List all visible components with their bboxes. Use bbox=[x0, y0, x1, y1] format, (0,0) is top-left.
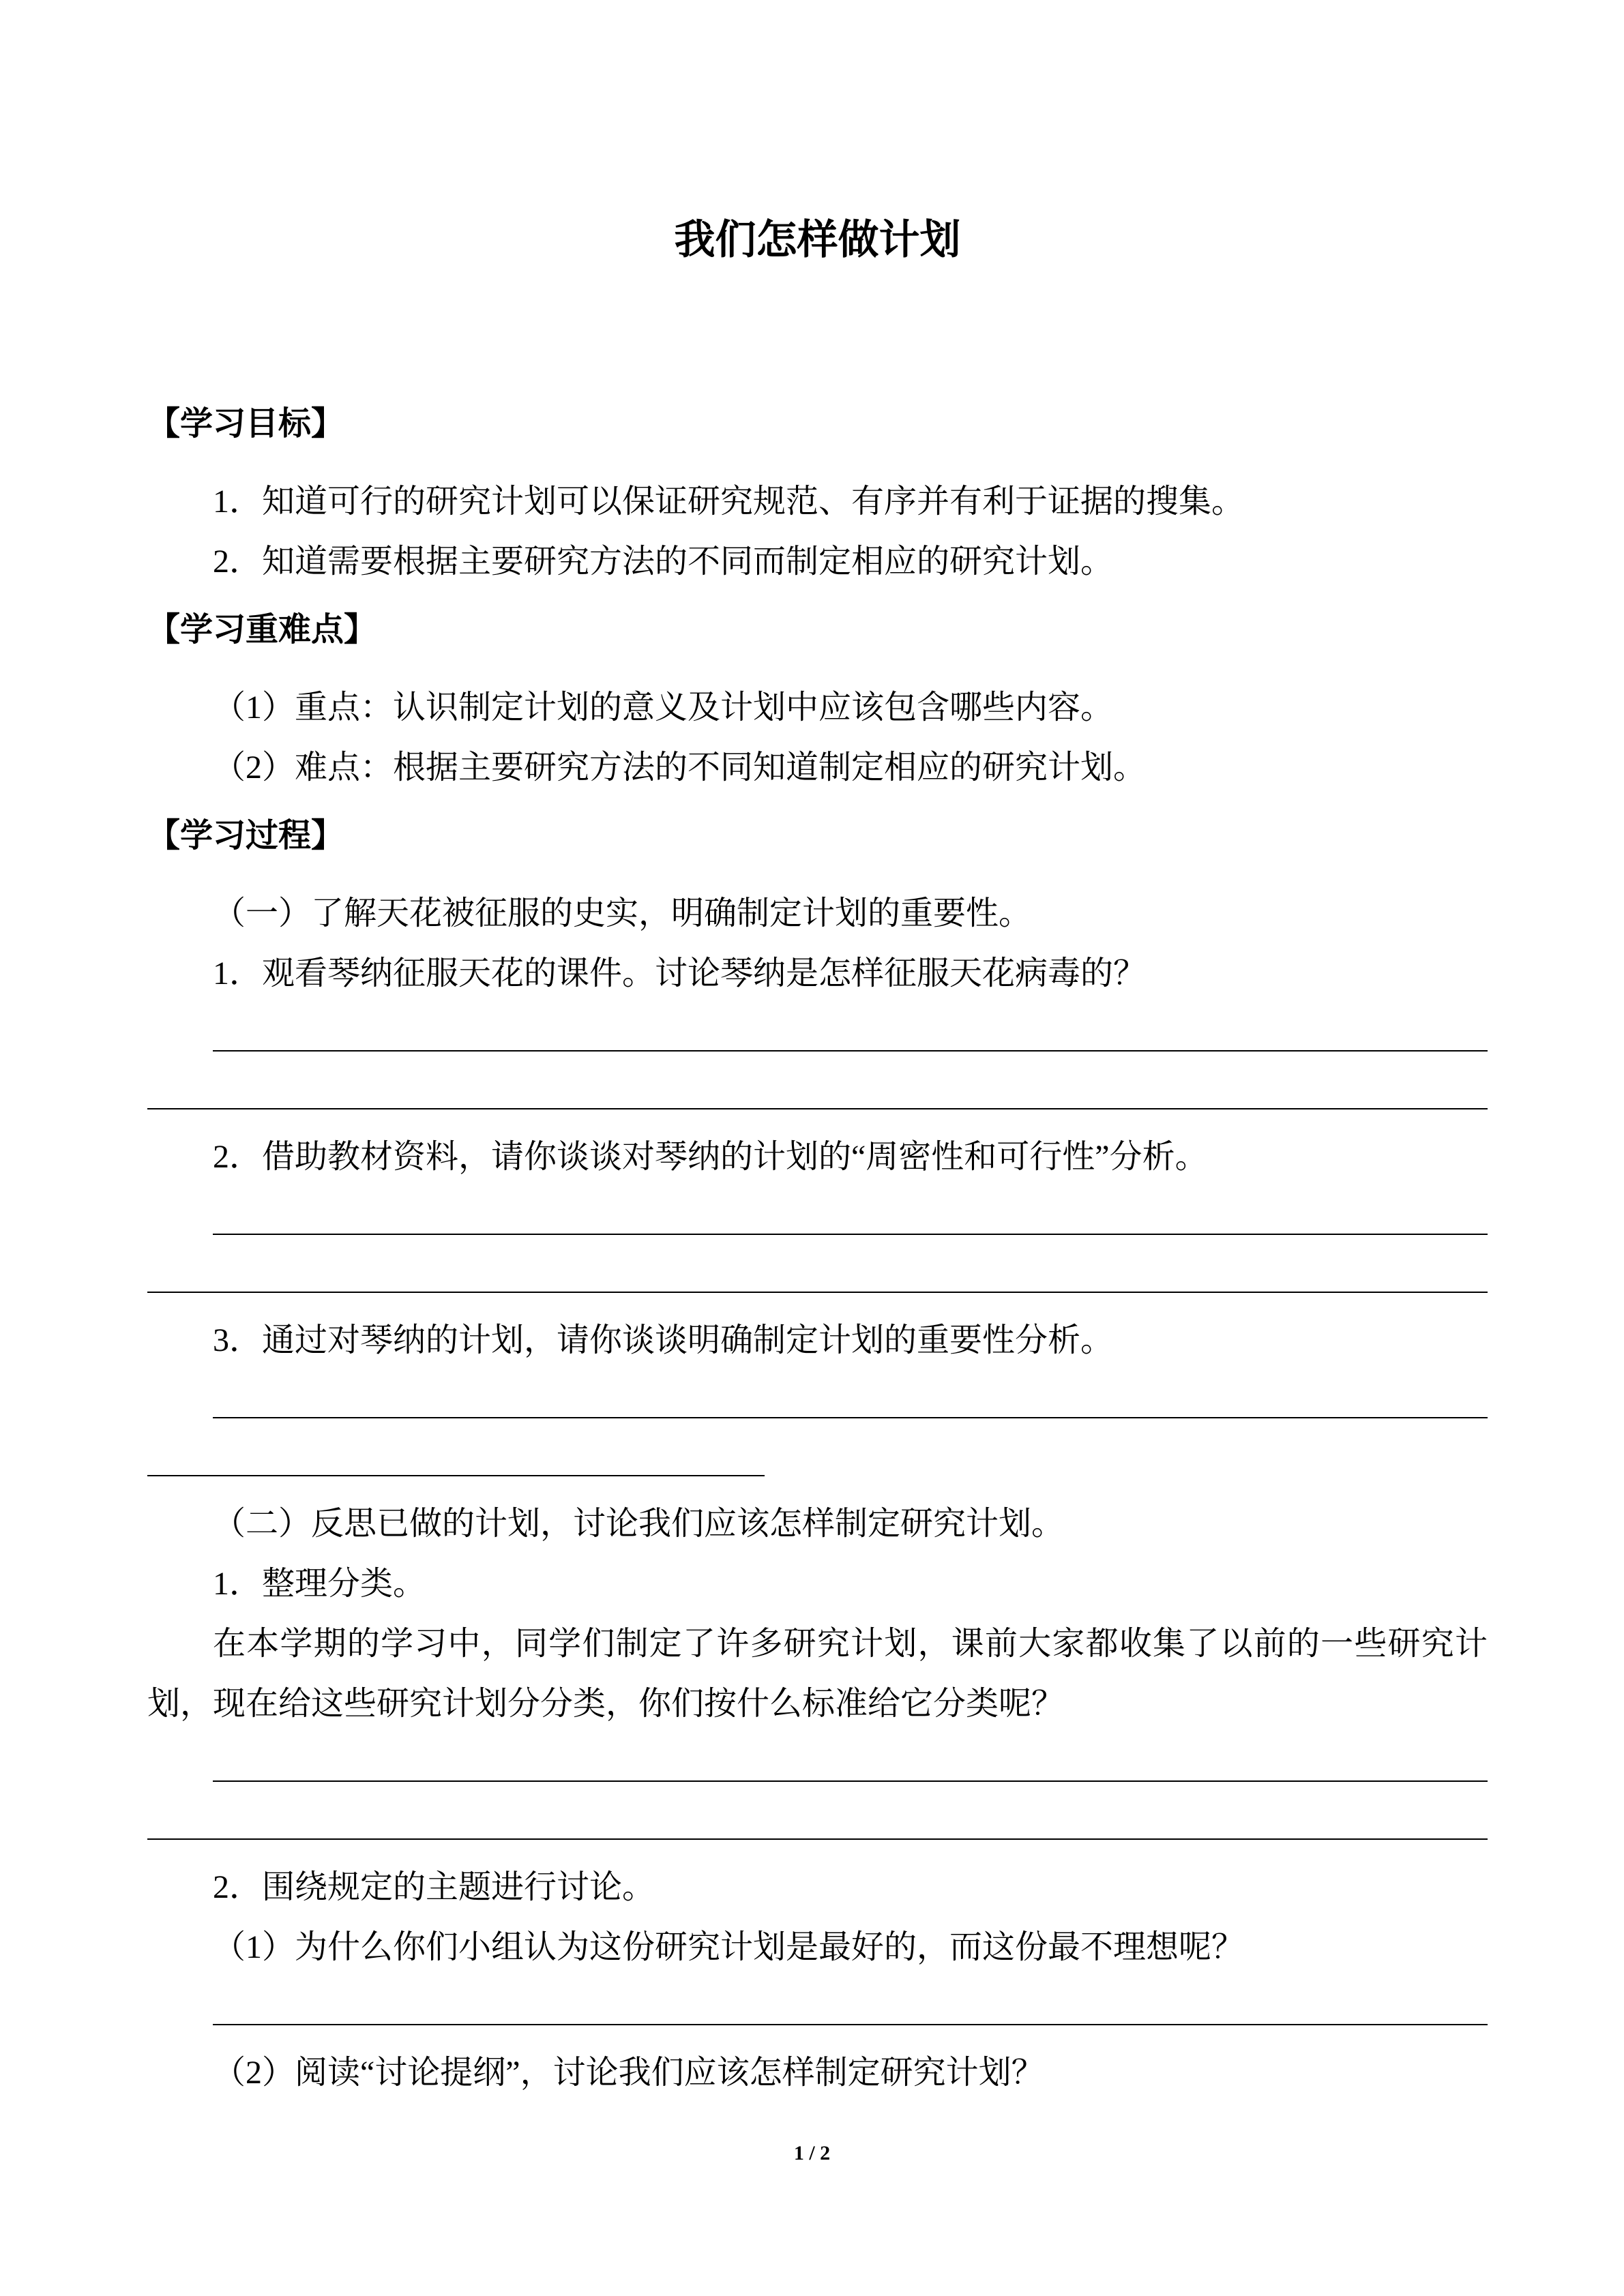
answer-blank-line-short bbox=[147, 1418, 765, 1476]
part1-question-2: 2．借助教材资料，请你谈谈对琴纳的计划的“周密性和可行性”分析。 bbox=[213, 1139, 1208, 1175]
answer-blank-line bbox=[213, 1004, 1488, 1052]
section-heading-key-points: 【学习重难点】 bbox=[147, 612, 377, 648]
answer-blank-line bbox=[213, 1734, 1488, 1782]
objective-item: 2．知道需要根据主要研究方法的不同而制定相应的研究计划。 bbox=[213, 543, 1114, 580]
page-number: 1 / 2 bbox=[793, 2142, 831, 2164]
part2-step1-title: 1．整理分类。 bbox=[213, 1566, 426, 1602]
doc-title: 我们怎样做计划 bbox=[674, 218, 961, 263]
key-point-item: （2）难点：根据主要研究方法的不同知道制定相应的研究计划。 bbox=[213, 749, 1147, 786]
part1-question-1: 1．观看琴纳征服天花的课件。讨论琴纳是怎样征服天花病毒的？ bbox=[213, 955, 1147, 992]
answer-blank-line bbox=[213, 1371, 1488, 1418]
part2-intro: （二）反思已做的计划，讨论我们应该怎样制定研究计划。 bbox=[213, 1506, 1065, 1542]
answer-blank-line bbox=[213, 1978, 1488, 2025]
part2-step2-question-2: （2）阅读“讨论提纲”，讨论我们应该怎样制定研究计划？ bbox=[213, 2055, 1044, 2091]
answer-blank-line bbox=[147, 1235, 1488, 1293]
part2-step1-text: 在本学期的学习中，同学们制定了许多研究计划，课前大家都收集了以前的一些研究计划，现在给这些研究计划分分类，你们按什么标准给它分类呢？ bbox=[147, 1626, 1488, 1722]
part1-intro: （一）了解天花被征服的史实，明确制定计划的重要性。 bbox=[213, 895, 1032, 931]
answer-blank-line bbox=[147, 1782, 1488, 1840]
part1-question-3: 3．通过对琴纳的计划，请你谈谈明确制定计划的重要性分析。 bbox=[213, 1322, 1114, 1358]
answer-blank-line bbox=[147, 1052, 1488, 1109]
section-heading-objectives: 【学习目标】 bbox=[147, 406, 344, 442]
section-heading-process: 【学习过程】 bbox=[147, 818, 344, 854]
answer-blank-line bbox=[213, 1187, 1488, 1235]
objective-item: 1．知道可行的研究计划可以保证研究规范、有序并有利于证据的搜集。 bbox=[213, 483, 1245, 520]
part2-step2-question-1: （1）为什么你们小组认为这份研究计划是最好的，而这份最不理想呢？ bbox=[213, 1929, 1245, 1965]
part2-step2-title: 2．围绕规定的主题进行讨论。 bbox=[213, 1869, 655, 1905]
key-point-item: （1）重点：认识制定计划的意义及计划中应该包含哪些内容。 bbox=[213, 689, 1114, 726]
